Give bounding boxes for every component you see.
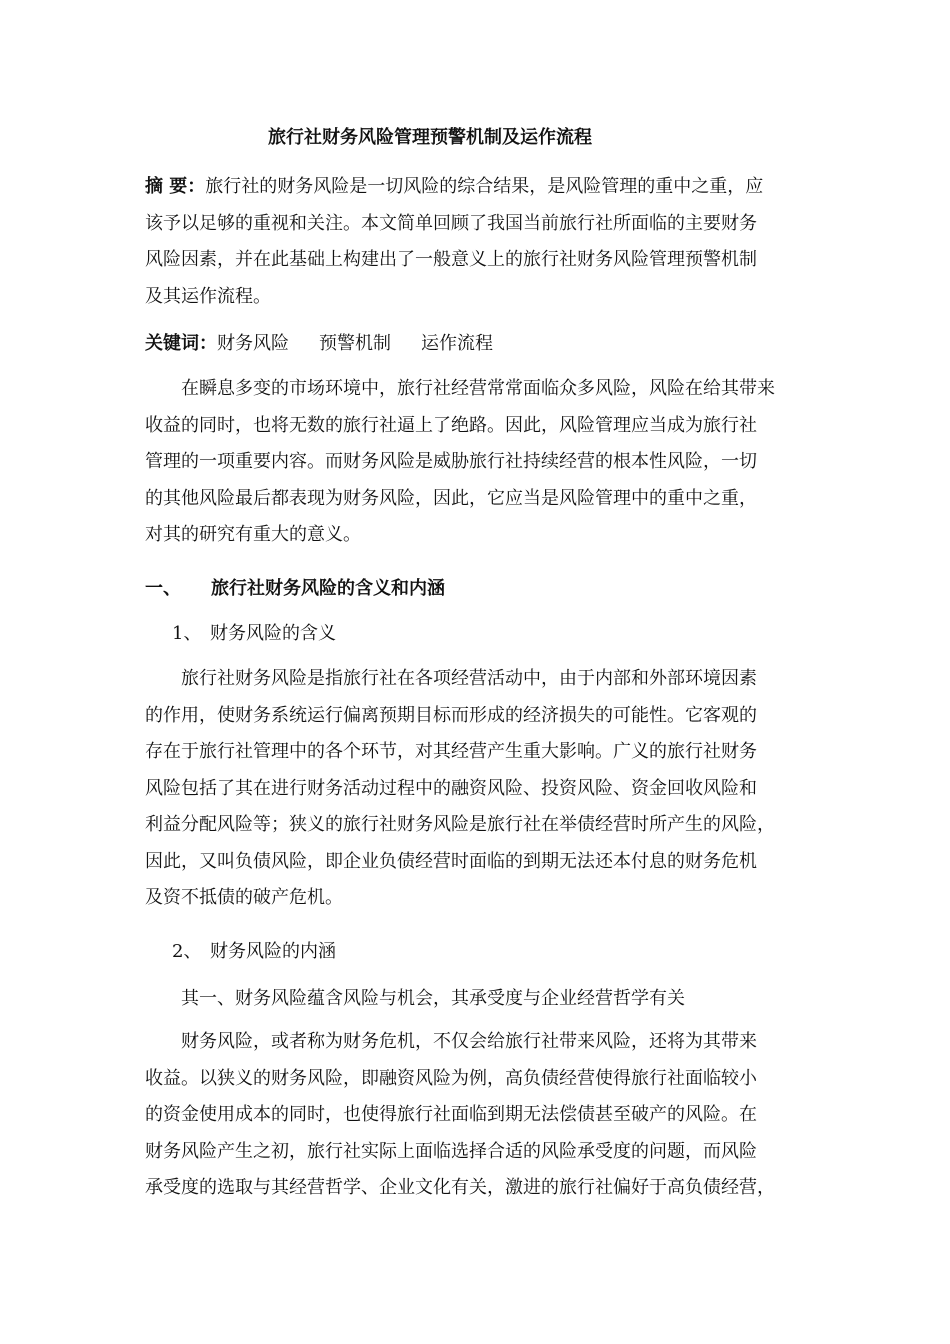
paragraph-line: 的其他风险最后都表现为财务风险，因此，它应当是风险管理中的重中之重， [145, 487, 757, 509]
paragraph-line: 承受度的选取与其经营哲学、企业文化有关，激进的旅行社偏好于高负债经营， [145, 1177, 775, 1198]
connotation-paragraph [145, 1024, 815, 1207]
keyword: 预警机制 [319, 333, 391, 354]
paragraph-line: 的作用，使财务系统运行偏离预期目标而形成的经济损失的可能性。它客观的 [145, 704, 757, 726]
subsection-number: 2、 [172, 941, 202, 962]
subsection-number: 1、 [172, 623, 202, 644]
keyword: 运作流程 [421, 333, 493, 354]
abstract-line: 风险因素，并在此基础上构建出了一般意义上的旅行社财务风险管理预警机制 [145, 249, 757, 270]
definition-paragraph [145, 661, 815, 917]
paragraph-line: 在瞬息多变的市场环境中，旅行社经营常常面临众多风险，风险在给其带来 [181, 378, 775, 399]
paragraph-line: 管理的一项重要内容。而财务风险是威胁旅行社持续经营的根本性风险，一切 [145, 451, 757, 472]
paragraph-line: 财务风险产生之初，旅行社实际上面临选择合适的风险承受度的问题，而风险 [145, 1140, 757, 1162]
section-heading [145, 575, 445, 603]
keyword: 财务风险 [217, 333, 289, 354]
paragraph-line: 利益分配风险等；狭义的旅行社财务风险是旅行社在举债经营时所产生的风险， [145, 814, 775, 835]
paragraph-line: 收益。以狭义的财务风险，即融资风险为例，高负债经营使得旅行社面临较小 [145, 1067, 757, 1089]
abstract-line: 及其运作流程。 [145, 285, 271, 307]
paragraph-line: 收益的同时，也将无数的旅行社逼上了绝路。因此，风险管理应当成为旅行社 [145, 414, 757, 436]
subsection-heading [172, 938, 336, 966]
abstract-line [145, 169, 815, 206]
subsection-title: 财务风险的含义 [210, 623, 336, 644]
paragraph-line: 对其的研究有重大的意义。 [145, 524, 361, 545]
paragraph-line: 存在于旅行社管理中的各个环节，对其经营产生重大影响。广义的旅行社财务 [145, 741, 757, 762]
point-heading [145, 981, 815, 1018]
keywords-label: 关键词： [145, 333, 217, 354]
paragraph-line: 旅行社财务风险是指旅行社在各项经营活动中，由于内部和外部环境因素 [181, 668, 757, 689]
paragraph-line: 风险包括了其在进行财务活动过程中的融资风险、投资风险、资金回收风险和 [145, 777, 757, 799]
section-title: 旅行社财务风险的含义和内涵 [211, 578, 445, 599]
subsection-title: 财务风险的内涵 [210, 941, 336, 962]
paragraph-line: 财务风险，或者称为财务危机，不仅会给旅行社带来风险，还将为其带来 [181, 1031, 757, 1052]
point-text: 其一、财务风险蕴含风险与机会，其承受度与企业经营哲学有关 [181, 988, 685, 1009]
keywords [145, 330, 523, 358]
section-number: 一、 [145, 578, 181, 599]
paragraph-line: 因此，又叫负债风险，即企业负债经营时面临的到期无法还本付息的财务危机 [145, 850, 757, 872]
abstract-label: 摘 要： [145, 176, 206, 197]
abstract-text: 旅行社的财务风险是一切风险的综合结果，是风险管理的重中之重，应 [205, 176, 764, 197]
paragraph-line: 的资金使用成本的同时，也使得旅行社面临到期无法偿债甚至破产的风险。在 [145, 1104, 757, 1125]
subsection-heading [172, 620, 336, 648]
document-title: 旅行社财务风险管理预警机制及运作流程 [268, 127, 592, 148]
paragraph-line: 及资不抵债的破产危机。 [145, 887, 343, 908]
abstract-line: 该予以足够的重视和关注。本文简单回顾了我国当前旅行社所面临的主要财务 [145, 212, 757, 234]
intro-paragraph [145, 371, 815, 554]
abstract [145, 169, 815, 315]
